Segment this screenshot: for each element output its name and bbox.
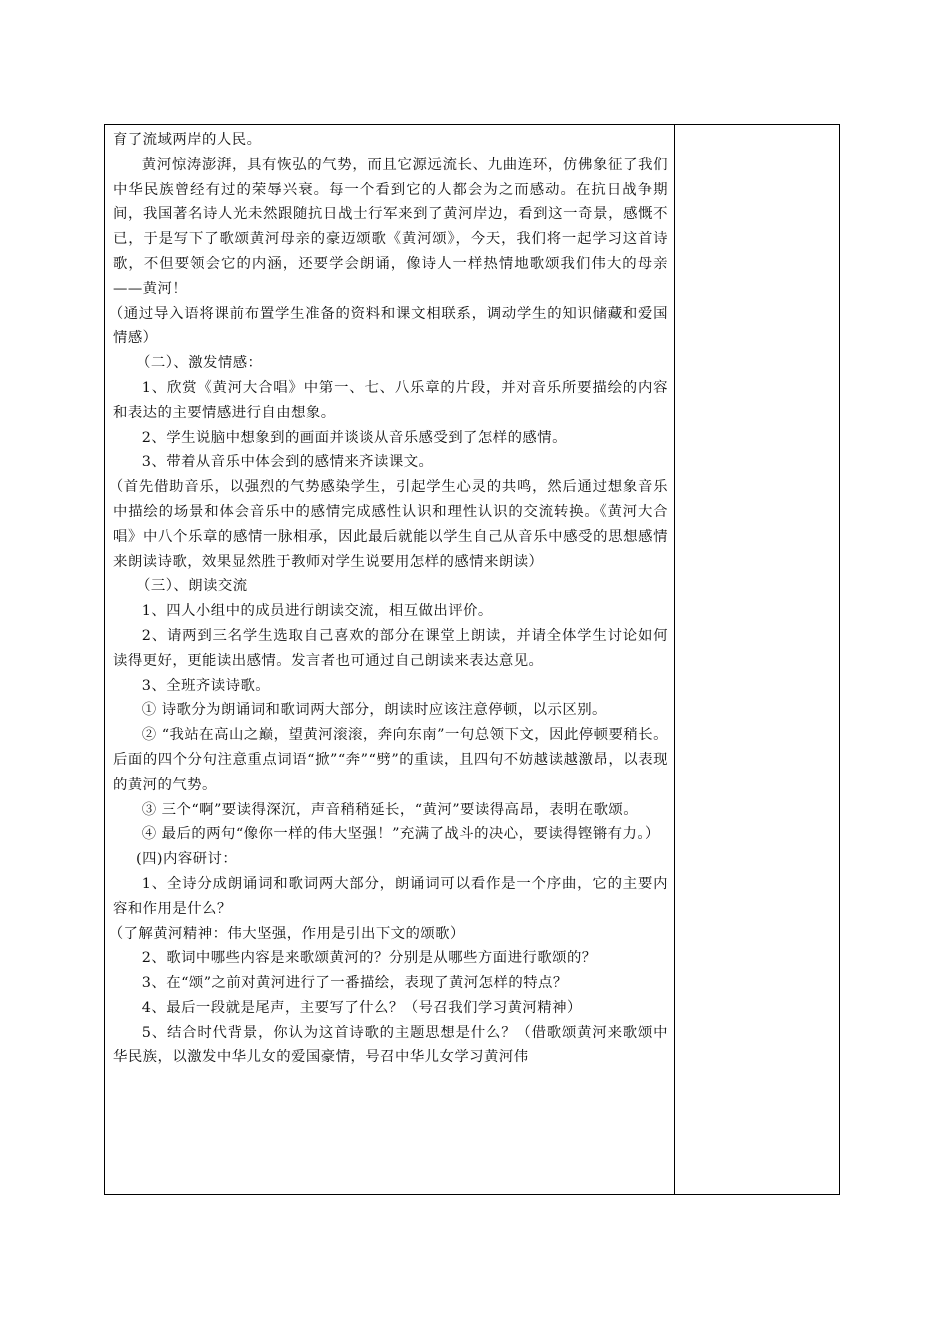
paragraph: ③ 三个“啊”要读得深沉，声音稍稍延长，“黄河”要读得高昂，表明在歌颂。 xyxy=(141,801,639,818)
section-heading: (四)内容研讨： xyxy=(136,851,238,868)
lesson-content-cell xyxy=(105,125,675,1194)
section-heading: （三）、朗读交流 xyxy=(136,578,248,595)
paragraph: 3、在“颂”之前对黄河进行了一番描绘，表现了黄河怎样的特点？ xyxy=(141,975,568,992)
paragraph: 5、结合时代背景，你认为这首诗歌的主题思想是什么？（借歌颂黄河来歌颂中华民族，以激发中华儿女的爱国豪情，号召中华儿女学习黄河伟 xyxy=(113,1024,668,1066)
paragraph: ① 诗歌分为朗诵词和歌词两大部分，朗读时应该注意停顿，以示区别。 xyxy=(141,702,607,719)
notes-cell xyxy=(675,125,839,1194)
paragraph: 1、全诗分成朗诵词和歌词两大部分，朗诵词可以看作是一个序曲，它的主要内容和作用是什么？ xyxy=(113,875,668,917)
paragraph: 1、欣赏《黄河大合唱》中第一、七、八乐章的片段，并对音乐所要描绘的内容和表达的主要情感进行自由想象。 xyxy=(113,379,668,421)
paragraph: 3、全班齐读诗歌。 xyxy=(141,677,271,694)
paragraph: 3、带着从音乐中体会到的感情来齐读课文。 xyxy=(141,454,434,471)
paragraph: 2、歌词中哪些内容是来歌颂黄河的？分别是从哪些方面进行歌颂的？ xyxy=(141,950,597,967)
paragraph: ② “我站在高山之巅，望黄河滚滚，奔向东南”一句总领下文，因此停顿要稍长。后面的四个分句注意重点词语“掀”“奔”“劈”的重读，且四句不妨越读越激昂，以表现的黄河的气势。 xyxy=(113,727,668,793)
section-heading: （二）、激发情感： xyxy=(136,355,263,372)
paragraph: 4、最后一段就是尾声，主要写了什么？（号召我们学习黄河精神） xyxy=(141,999,582,1016)
paragraph: （了解黄河精神：伟大坚强，作用是引出下文的颂歌） xyxy=(108,925,465,942)
paragraph: 2、请两到三名学生选取自己喜欢的部分在课堂上朗读，并请全体学生讨论如何读得更好，更能读出感情。发言者也可通过自己朗读来表达意见。 xyxy=(113,627,668,669)
paragraph: 1、四人小组中的成员进行朗读交流，相互做出评价。 xyxy=(141,603,493,620)
paragraph: ④ 最后的两句“像你一样的伟大坚强！”充满了战斗的决心，要读得铿锵有力。） xyxy=(141,826,660,843)
lesson-plan-table xyxy=(104,124,840,1195)
paragraph: 2、学生说脑中想象到的画面并谈谈从音乐感受到了怎样的感情。 xyxy=(141,429,567,446)
paragraph: （首先借助音乐，以强烈的气势感染学生，引起学生心灵的共鸣，然后通过想象音乐中描绘的场景和体会音乐中的感情完成感性认识和理性认识的交流转换。《黄河大合唱》中八个乐章的感情一脉相承，因此最后就能以学生自己从音乐中感受的思想感情来朗读诗歌，效果显然胜于教师对学生说要用怎样的感情来朗读） xyxy=(108,479,668,570)
paragraph: （通过导入语将课前布置学生准备的资料和课文相联系，调动学生的知识储藏和爱国情感） xyxy=(108,305,668,347)
paragraph: 黄河惊涛澎湃，具有恢弘的气势，而且它源远流长、九曲连环，仿佛象征了我们中华民族曾经有过的荣辱兴衰。每一个看到它的人都会为之而感动。在抗日战争期间，我国著名诗人光未然跟随抗日战士行军来到了黄河岸边，看到这一奇景，感慨不已，于是写下了歌颂黄河母亲的豪迈颂歌《黄河颂》，今天，我们将一起学习这首诗歌，不但要领会它的内涵，还要学会朗诵，像诗人一样热情地歌颂我们伟大的母亲——黄河！ xyxy=(113,156,668,297)
paragraph: 育了流域两岸的人民。 xyxy=(113,132,262,148)
